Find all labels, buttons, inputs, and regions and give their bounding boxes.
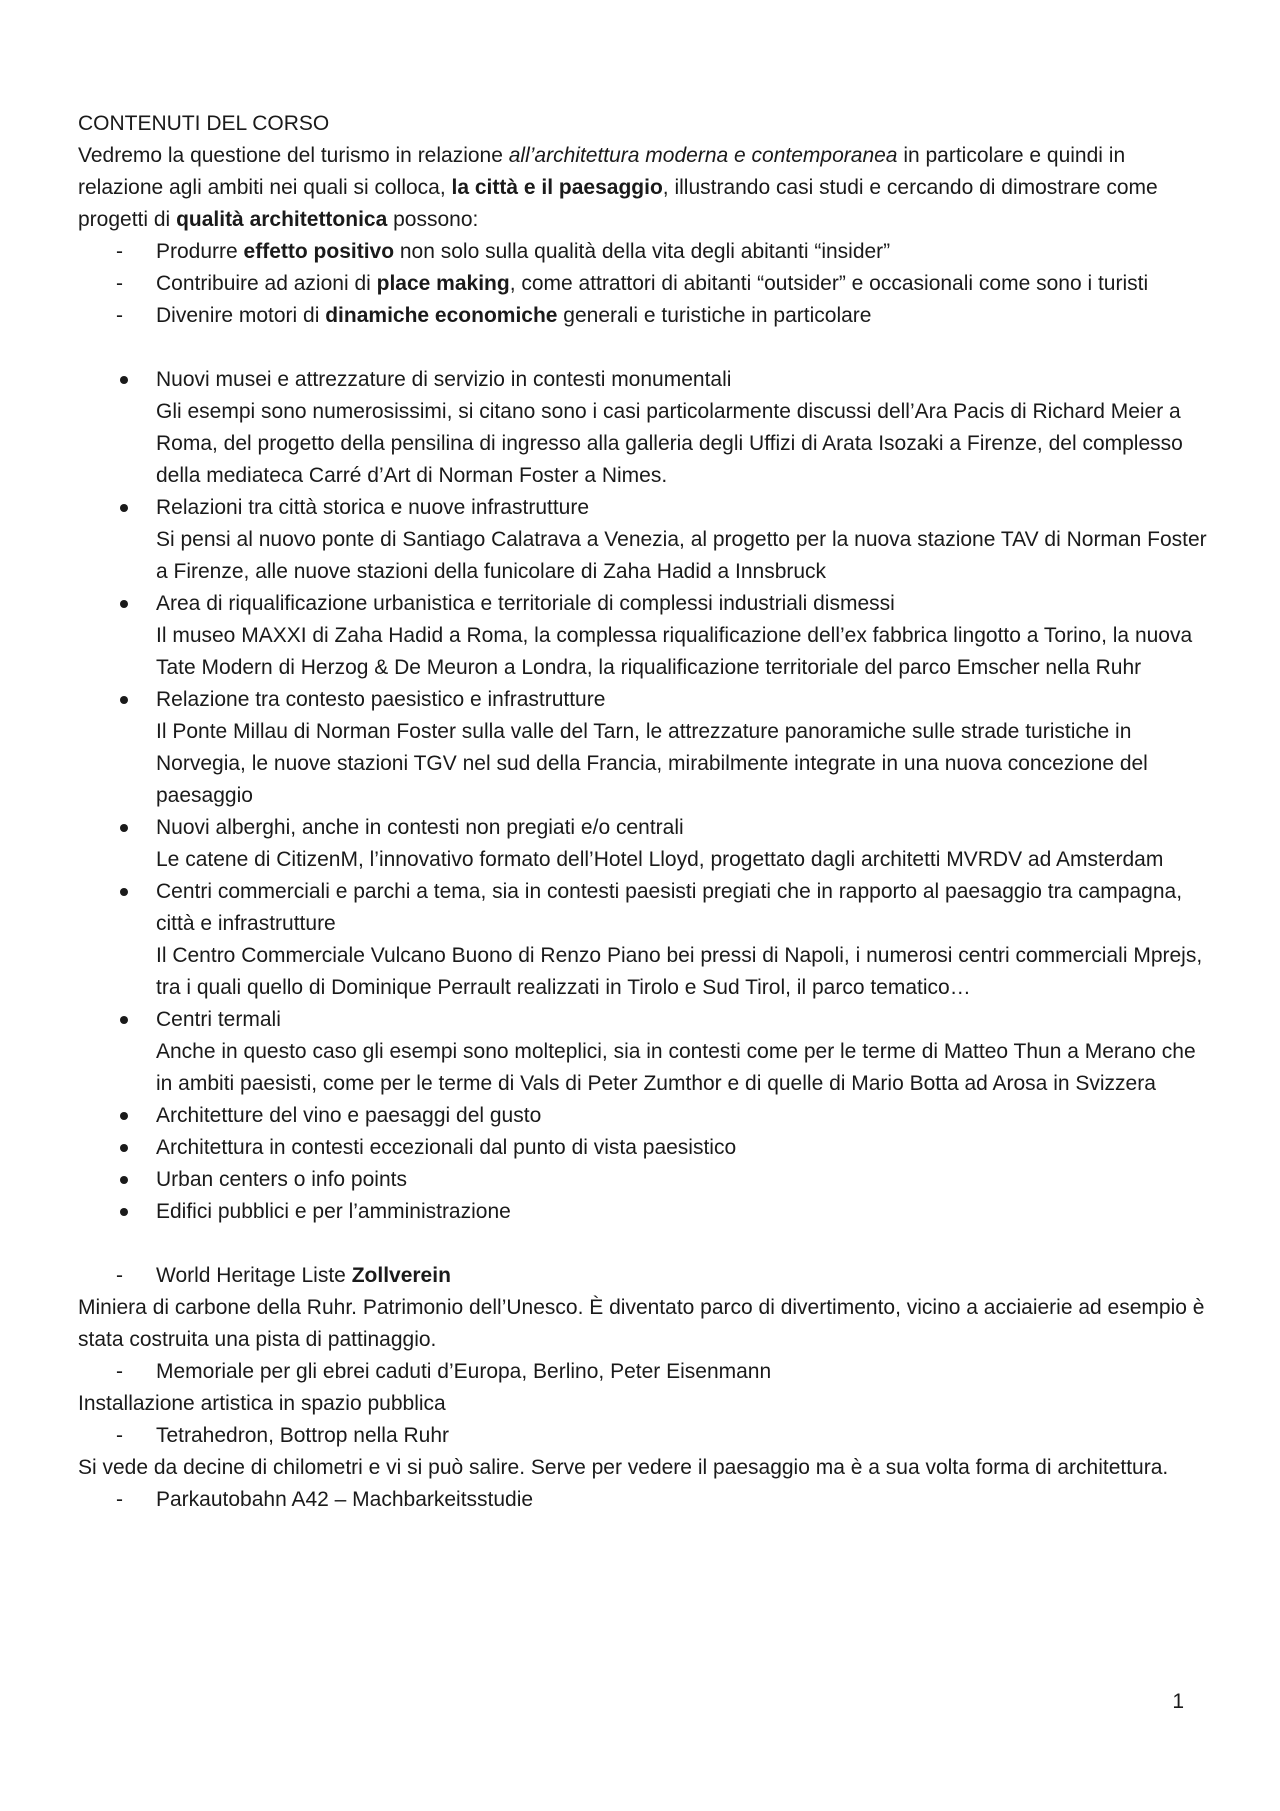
dash-text: , come attrattori di abitanti “outsider” e occasionali come sono i turisti bbox=[509, 272, 1149, 295]
bullet-item bbox=[78, 876, 1208, 1004]
bullet-heading: Centri termali bbox=[156, 1008, 281, 1031]
bullet-detail: Anche in questo caso gli esempi sono molteplici, sia in contesti come per le terme di Matteo Thun a Merano che in ambiti paesisti, come per le terme di Vals di Peter Zumthor e di quelle di Mario Botta ad Arosa in Svizzera bbox=[156, 1040, 1196, 1095]
world-heritage-item bbox=[78, 1260, 1208, 1292]
bullet-detail: Si pensi al nuovo ponte di Santiago Calatrava a Venezia, al progetto per la nuova stazione TAV di Norman Foster a Firenze, alle nuove stazioni della funicolare di Zaha Hadid a Innsbruck bbox=[156, 528, 1207, 583]
intro-bold-2: qualità architettonica bbox=[176, 208, 388, 231]
intro-text-2: in particolare e quindi in relazione agli ambiti nei quali si colloca, bbox=[78, 144, 1126, 199]
intro-italic: all’architettura moderna e contemporanea bbox=[508, 144, 898, 167]
parkautobahn-list bbox=[78, 1484, 1208, 1516]
world-heritage-text: World Heritage Liste bbox=[156, 1264, 352, 1287]
zollverein-description: Miniera di carbone della Ruhr. Patrimonio dell’Unesco. È diventato parco di divertimento, vicino a acciaierie ad esempio è stata costruita una pista di pattinaggio. bbox=[78, 1296, 1205, 1351]
memoriale-list bbox=[78, 1356, 1208, 1388]
bullet-item bbox=[78, 1196, 1208, 1228]
bullet-heading: Relazioni tra città storica e nuove infrastrutture bbox=[156, 496, 590, 519]
memoriale-item: - Memoriale per gli ebrei caduti d’Europa, Berlino, Peter Eisenmann bbox=[78, 1356, 1208, 1388]
dash-bold: place making bbox=[376, 272, 510, 295]
bullet-heading: Architetture del vino e paesaggi del gusto bbox=[156, 1104, 542, 1127]
dash-text: generali e turistiche in particolare bbox=[557, 304, 872, 327]
page-title: CONTENUTI DEL CORSO bbox=[78, 112, 330, 135]
bullet-detail: Le catene di CitizenM, l’innovativo formato dell’Hotel Lloyd, progettato dagli architetti MVRDV ad Amsterdam bbox=[156, 848, 1164, 871]
intro-text-1: Vedremo la questione del turismo in relazione bbox=[78, 144, 509, 167]
bullet-heading: Centri commerciali e parchi a tema, sia in contesti paesisti pregiati che in rapporto al paesaggio tra campagna, città e infrastrutture bbox=[156, 880, 1183, 935]
bullet-item bbox=[78, 1164, 1208, 1196]
bullet-item bbox=[78, 684, 1208, 812]
dash-item bbox=[78, 268, 1208, 300]
dash-item bbox=[78, 236, 1208, 268]
tetrahedron-item: - Tetrahedron, Bottrop nella Ruhr bbox=[78, 1420, 1208, 1452]
world-heritage-bold: Zollverein bbox=[351, 1264, 451, 1287]
dash-text: Produrre bbox=[156, 240, 244, 263]
memoriale-description: Installazione artistica in spazio pubblica bbox=[78, 1392, 446, 1415]
bullet-heading: Nuovi musei e attrezzature di servizio in contesti monumentali bbox=[156, 368, 732, 391]
dash-item bbox=[78, 300, 1208, 332]
intro-text-4: possono: bbox=[387, 208, 479, 231]
bullet-item bbox=[78, 1004, 1208, 1100]
dash-bold: dinamiche economiche bbox=[325, 304, 558, 327]
bullet-detail: Il museo MAXXI di Zaha Hadid a Roma, la complessa riqualificazione dell’ex fabbrica lingotto a Torino, la nuova Tate Modern di Herzog & De Meuron a Londra, la riqualificazione territoriale del parco Emscher nella Ruhr bbox=[156, 624, 1193, 679]
parkautobahn-item: - Parkautobahn A42 – Machbarkeitsstudie bbox=[78, 1484, 1208, 1516]
bullet-item bbox=[78, 364, 1208, 492]
bullet-detail: Gli esempi sono numerosissimi, si citano sono i casi particolarmente discussi dell’Ara Pacis di Richard Meier a Roma, del progetto della pensilina di ingresso alla galleria degli Uffizi di Arata Isozaki a Firenze, del complesso della mediateca Carré d’Art di Norman Foster a Nimes. bbox=[156, 400, 1183, 487]
bullet-item bbox=[78, 812, 1208, 876]
bullet-item bbox=[78, 1100, 1208, 1132]
bullet-detail: Il Ponte Millau di Norman Foster sulla valle del Tarn, le attrezzature panoramiche sulle strade turistiche in Norvegia, le nuove stazioni TGV nel sud della Francia, mirabilmente integrate in una nuova concezione del paesaggio bbox=[156, 720, 1148, 807]
section-gap bbox=[78, 1228, 1208, 1260]
page-number: 1 bbox=[1172, 1690, 1184, 1713]
intro-bold-1: la città e il paesaggio bbox=[451, 176, 663, 199]
dash-list bbox=[78, 236, 1208, 332]
tetrahedron-list bbox=[78, 1420, 1208, 1452]
bullet-detail: Il Centro Commerciale Vulcano Buono di Renzo Piano bei pressi di Napoli, i numerosi centri commerciali Mprejs, tra i quali quello di Dominique Perrault realizzati in Tirolo e Sud Tirol, il parco tematico… bbox=[156, 944, 1203, 999]
dash-text: Divenire motori di bbox=[156, 304, 326, 327]
bullet-heading: Nuovi alberghi, anche in contesti non pregiati e/o centrali bbox=[156, 816, 684, 839]
bullet-item bbox=[78, 588, 1208, 684]
tetrahedron-description: Si vede da decine di chilometri e vi si può salire. Serve per vedere il paesaggio ma è a sua volta forma di architettura. bbox=[78, 1456, 1169, 1479]
bullet-list bbox=[78, 364, 1208, 1228]
intro-text-3: , illustrando casi studi e cercando di dimostrare come progetti di bbox=[78, 176, 1158, 231]
bullet-heading: Urban centers o info points bbox=[156, 1168, 407, 1191]
dash-bold: effetto positivo bbox=[243, 240, 395, 263]
intro-paragraph bbox=[78, 140, 1208, 236]
bullet-item bbox=[78, 492, 1208, 588]
dash-text: Contribuire ad azioni di bbox=[156, 272, 377, 295]
bullet-heading: Area di riqualificazione urbanistica e territoriale di complessi industriali dismessi bbox=[156, 592, 895, 615]
bullet-item bbox=[78, 1132, 1208, 1164]
bullet-heading: Architettura in contesti eccezionali dal punto di vista paesistico bbox=[156, 1136, 737, 1159]
bullet-heading: Relazione tra contesto paesistico e infrastrutture bbox=[156, 688, 606, 711]
bullet-heading: Edifici pubblici e per l’amministrazione bbox=[156, 1200, 511, 1223]
dash-text: non solo sulla qualità della vita degli abitanti “insider” bbox=[394, 240, 891, 263]
document-page bbox=[78, 108, 1208, 1516]
world-heritage-list bbox=[78, 1260, 1208, 1292]
